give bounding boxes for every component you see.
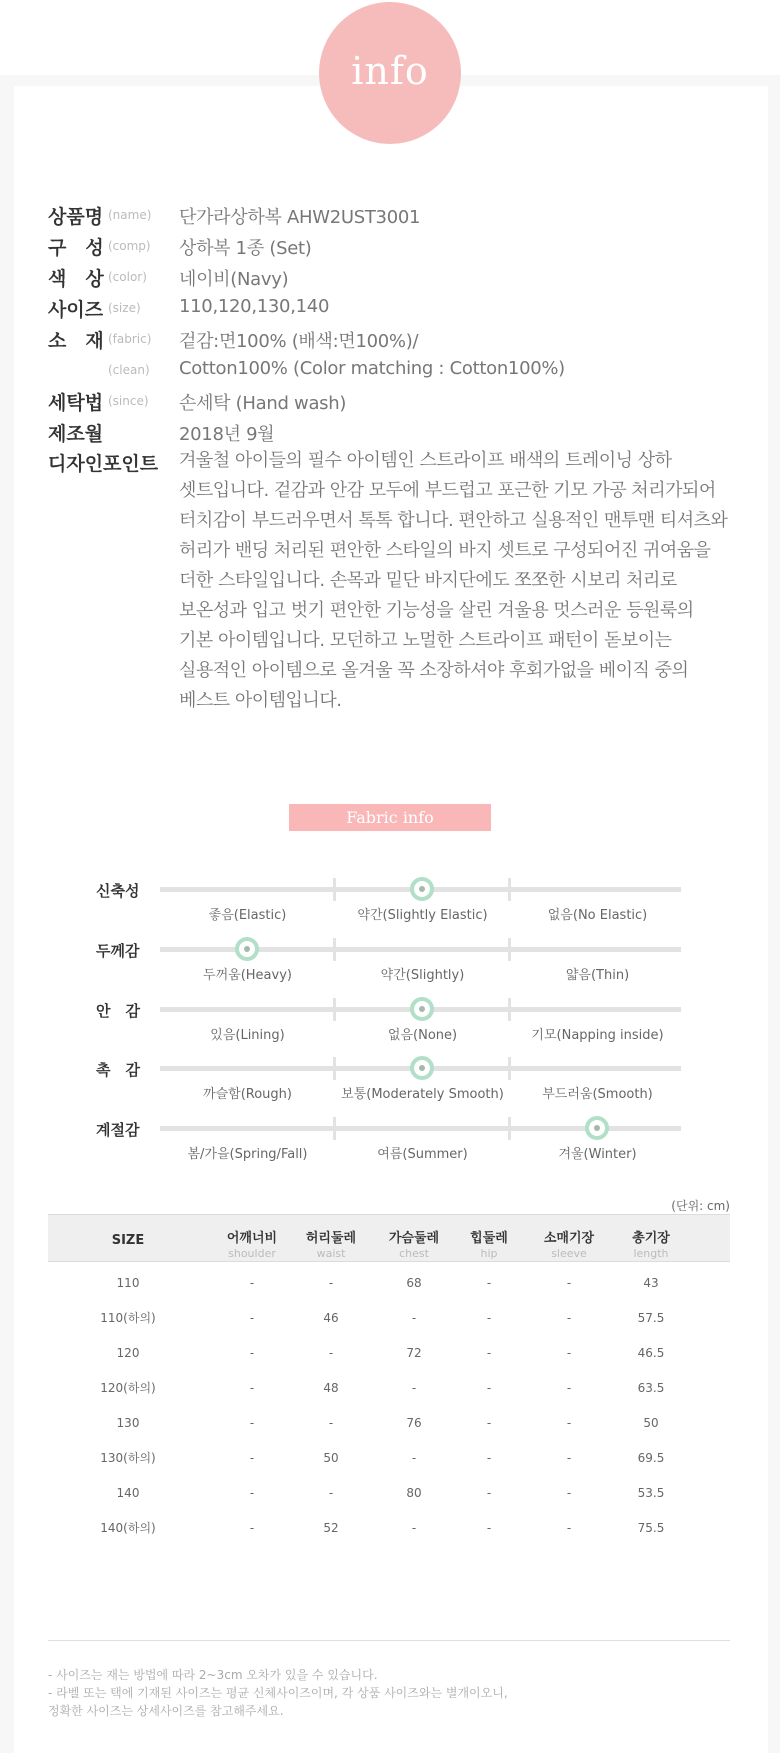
spec-row [48, 202, 748, 232]
table-cell: - [486, 1451, 492, 1465]
table-cell: - [328, 1276, 334, 1290]
spec-sub-label: (size) [108, 301, 141, 315]
size-notes [48, 1666, 738, 1720]
column-header-ko: 허리둘레 [305, 1231, 357, 1246]
table-cell: - [566, 1311, 572, 1325]
design-point-line: 실용적인 아이템으로 올겨울 꼭 소장하셔야 후회가없을 베이직 중의 [179, 660, 689, 681]
spec-label: 상품명 [48, 206, 104, 228]
column-header [444, 1227, 534, 1260]
table-cell: - [566, 1276, 572, 1290]
table-cell: - [411, 1451, 417, 1465]
column-header [524, 1227, 614, 1260]
scale-marker-icon [235, 937, 259, 961]
scale-option: 부드러움(Smooth) [542, 1087, 653, 1102]
table-row [48, 1511, 730, 1546]
scale-option: 약간(Slightly) [380, 968, 465, 983]
design-point-line: 허리가 밴딩 처리된 편안한 스타일의 바지 셋트로 구성되어진 귀여움을 [179, 540, 711, 561]
design-point-line: 베스트 아이템입니다. [179, 690, 342, 711]
design-point-label: 디자인포인트 [48, 453, 159, 475]
fabric-row [0, 1119, 780, 1179]
table-cell: - [566, 1381, 572, 1395]
table-cell: 80 [406, 1486, 422, 1500]
scale-option: 까슬함(Rough) [203, 1087, 292, 1102]
table-cell: - [411, 1521, 417, 1535]
table-cell: 63.5 [637, 1381, 665, 1395]
scale-option: 여름(Summer) [377, 1147, 468, 1162]
spec-sub-label: (comp) [108, 239, 151, 253]
table-cell: 120 [116, 1346, 140, 1360]
fabric-row [0, 1000, 780, 1060]
column-header-en: waist [316, 1247, 346, 1260]
fabric-label: 계절감 [96, 1121, 140, 1139]
table-cell: 50 [643, 1416, 659, 1430]
scale-option: 두꺼움(Heavy) [203, 968, 292, 983]
scale-option: 보통(Moderately Smooth) [341, 1087, 504, 1102]
spec-value: 손세탁 (Hand wash) [179, 393, 347, 414]
fabric-label: 두께감 [96, 942, 140, 960]
column-header-en: hip [480, 1247, 498, 1260]
spec-value: 110,120,130,140 [179, 296, 330, 317]
column-header-en: chest [399, 1247, 429, 1260]
scale-option: 있음(Lining) [210, 1028, 285, 1043]
spec-row [48, 233, 748, 263]
scale-track [160, 1066, 681, 1071]
table-cell: 75.5 [637, 1521, 665, 1535]
size-table-header [48, 1214, 730, 1262]
table-cell: - [566, 1486, 572, 1500]
table-cell: - [566, 1416, 572, 1430]
fabric-info-title: Fabric info [289, 804, 491, 831]
scale-marker-icon [585, 1116, 609, 1140]
scale-marker-icon [410, 877, 434, 901]
column-header [606, 1227, 696, 1260]
table-cell: - [486, 1486, 492, 1500]
table-cell: - [249, 1381, 255, 1395]
spec-value: 2018년 9월 [179, 424, 275, 445]
scale-tick [508, 938, 511, 961]
scale-tick [333, 1117, 336, 1140]
scale-option: 없음(No Elastic) [547, 908, 648, 923]
scale-track [160, 1126, 681, 1131]
info-badge: info [319, 2, 461, 144]
table-cell: - [249, 1416, 255, 1430]
design-point-text [179, 446, 759, 716]
spec-row [48, 264, 748, 294]
scale-option: 좋음(Elastic) [208, 908, 287, 923]
table-cell: 52 [323, 1521, 339, 1535]
table-cell: 50 [323, 1451, 339, 1465]
scale-tick [508, 878, 511, 901]
scale-tick [333, 1057, 336, 1080]
design-point-line: 기본 아이템입니다. 모던하고 노멀한 스트라이프 패턴이 돋보이는 [179, 630, 672, 651]
column-header [207, 1227, 297, 1260]
table-cell: 69.5 [637, 1451, 665, 1465]
table-cell: - [249, 1346, 255, 1360]
table-cell: - [486, 1346, 492, 1360]
design-point-line: 보온성과 입고 벗기 편안한 기능성을 살린 겨울용 멋스러운 등원룩의 [179, 600, 694, 621]
spec-label: 소 재 [48, 330, 104, 352]
table-cell: - [249, 1451, 255, 1465]
fabric-row [0, 1059, 780, 1119]
spec-sub-label: (since) [108, 394, 149, 408]
note-line: - 사이즈는 재는 방법에 따라 2~3cm 오차가 있을 수 있습니다. [48, 1668, 378, 1682]
column-header-en: shoulder [228, 1247, 276, 1260]
fabric-row [0, 940, 780, 1000]
design-point-line: 터치감이 부드러우면서 톡톡 합니다. 편안하고 실용적인 맨투맨 티셔츠와 [179, 510, 728, 531]
column-header-ko: 총기장 [632, 1231, 670, 1246]
scale-tick [508, 1117, 511, 1140]
table-cell: - [566, 1451, 572, 1465]
table-cell: - [249, 1486, 255, 1500]
table-row [48, 1266, 730, 1301]
design-point-line: 더한 스타일입니다. 손목과 밑단 바지단에도 쪼쪼한 시보리 처리로 [179, 570, 677, 591]
unit-label: (단위: cm) [671, 1199, 730, 1213]
table-cell: 53.5 [637, 1486, 665, 1500]
notes-divider [48, 1640, 730, 1641]
spec-value: 네이비(Navy) [179, 269, 289, 290]
spec-label: 색 상 [48, 268, 104, 290]
spec-label: 사이즈 [48, 299, 104, 321]
scale-tick [333, 998, 336, 1021]
table-cell: - [328, 1486, 334, 1500]
column-header-ko: 가슴둘레 [388, 1231, 440, 1246]
table-cell: - [249, 1521, 255, 1535]
table-cell: - [328, 1416, 334, 1430]
scale-option: 겨울(Winter) [558, 1147, 637, 1162]
table-cell: 140 [116, 1486, 140, 1500]
table-row [48, 1336, 730, 1371]
scale-option: 얇음(Thin) [565, 968, 630, 983]
table-cell: - [249, 1276, 255, 1290]
column-header-ko: 소매기장 [543, 1231, 595, 1246]
table-cell: 48 [323, 1381, 339, 1395]
scale-tick [508, 1057, 511, 1080]
spec-value: 겉감:면100% (배색:면100%)/ [179, 331, 419, 352]
column-header-ko: 힙둘레 [470, 1231, 508, 1246]
table-cell: - [411, 1311, 417, 1325]
spec-sub-label: (color) [108, 270, 147, 284]
table-cell: - [486, 1381, 492, 1395]
table-row [48, 1476, 730, 1511]
column-header [286, 1227, 376, 1260]
table-cell: 110(하의) [100, 1311, 156, 1325]
table-row [48, 1406, 730, 1441]
column-header-en: sleeve [551, 1247, 587, 1260]
table-row [48, 1301, 730, 1336]
table-cell: - [566, 1521, 572, 1535]
scale-track [160, 947, 681, 952]
table-cell: 120(하의) [100, 1381, 156, 1395]
note-line: 정확한 사이즈는 상세사이즈를 참고해주세요. [48, 1704, 284, 1718]
table-cell: - [566, 1346, 572, 1360]
scale-tick [508, 998, 511, 1021]
fabric-row [0, 880, 780, 940]
spec-row [48, 388, 748, 418]
scale-track [160, 887, 681, 892]
fabric-label: 신축성 [96, 882, 140, 900]
scale-option: 기모(Napping inside) [531, 1028, 664, 1043]
table-cell: 46 [323, 1311, 339, 1325]
spec-row [48, 357, 748, 387]
fabric-label: 촉 감 [96, 1061, 140, 1079]
table-cell: 43 [643, 1276, 659, 1290]
table-cell: - [328, 1346, 334, 1360]
scale-option: 약간(Slightly Elastic) [357, 908, 488, 923]
scale-tick [333, 878, 336, 901]
design-point-line: 셋트입니다. 겉감과 안감 모두에 부드럽고 포근한 기모 가공 처리가되어 [179, 480, 716, 501]
design-point-line: 겨울철 아이들의 필수 아이템인 스트라이프 배색의 트레이닝 상하 [179, 450, 672, 471]
table-cell: - [411, 1381, 417, 1395]
spec-label: 제조월 [48, 423, 104, 445]
column-header-ko: SIZE [111, 1233, 145, 1248]
column-header-en: length [633, 1247, 669, 1260]
table-cell: 130(하의) [100, 1451, 156, 1465]
spec-row [48, 419, 748, 449]
spec-value: 단가라상하복 AHW2UST3001 [179, 207, 421, 228]
table-cell: - [486, 1416, 492, 1430]
fabric-label: 안 감 [96, 1002, 140, 1020]
spec-label: 세탁법 [48, 392, 104, 414]
spec-sub-label: (name) [108, 208, 152, 222]
scale-option: 없음(None) [387, 1028, 458, 1043]
spec-label: 구 성 [48, 237, 104, 259]
table-cell: 72 [406, 1346, 422, 1360]
column-header-ko: 어깨너비 [226, 1231, 278, 1246]
spec-value: Cotton100% (Color matching : Cotton100%) [179, 358, 565, 379]
table-cell: 57.5 [637, 1311, 665, 1325]
table-cell: 140(하의) [100, 1521, 156, 1535]
scale-track [160, 1007, 681, 1012]
table-cell: 130 [116, 1416, 140, 1430]
spec-row [48, 295, 748, 325]
table-row [48, 1441, 730, 1476]
scale-marker-icon [410, 1056, 434, 1080]
table-row [48, 1371, 730, 1406]
note-line: - 라벨 또는 택에 기재된 사이즈는 평균 신체사이즈이며, 각 상품 사이즈와는 별개이오니, [48, 1686, 508, 1700]
table-cell: - [486, 1276, 492, 1290]
table-cell: - [486, 1311, 492, 1325]
spec-value: 상하복 1종 (Set) [179, 238, 312, 259]
scale-marker-icon [410, 997, 434, 1021]
table-cell: 46.5 [637, 1346, 665, 1360]
spec-sub-label: (fabric) [108, 332, 152, 346]
table-cell: 76 [406, 1416, 422, 1430]
scale-tick [333, 938, 336, 961]
table-cell: 68 [406, 1276, 422, 1290]
table-cell: - [249, 1311, 255, 1325]
table-cell: 110 [116, 1276, 140, 1290]
spec-sub-label: (clean) [108, 363, 150, 377]
column-header [83, 1227, 173, 1248]
spec-row [48, 326, 748, 356]
table-cell: - [486, 1521, 492, 1535]
scale-option: 봄/가을(Spring/Fall) [187, 1147, 308, 1162]
